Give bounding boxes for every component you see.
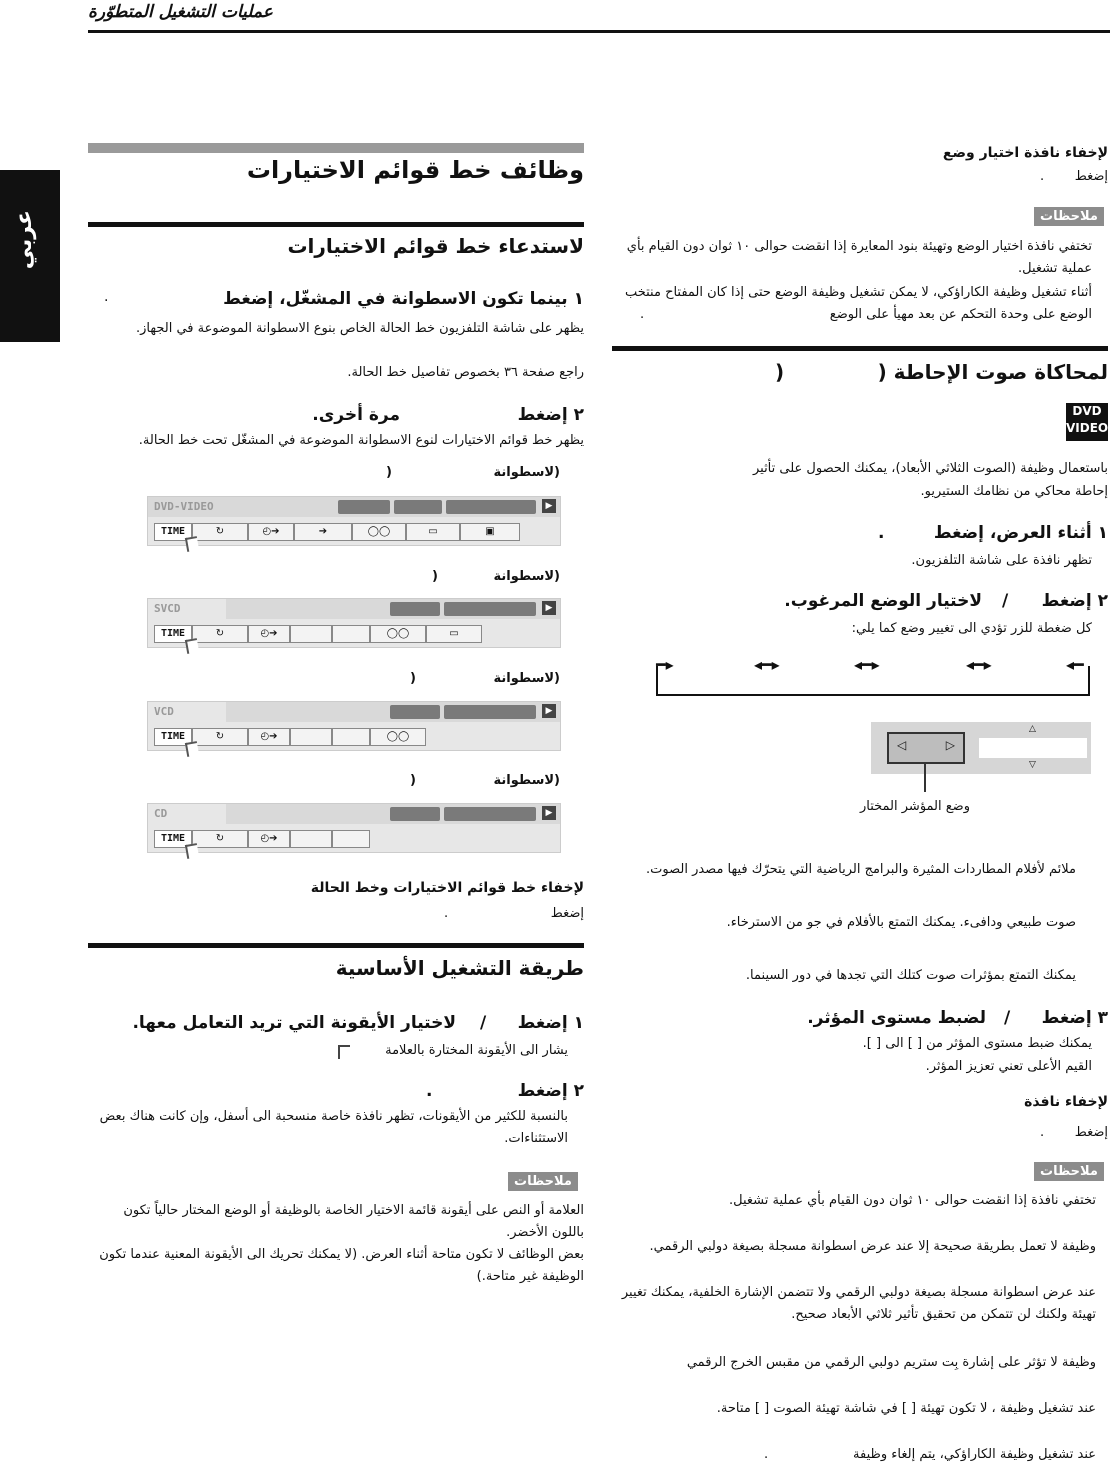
step2-body: يظهر خط قوائم الاختيارات لنوع الاسطوانة الموضوعة في المشغّل تحت خط الحالة.: [138, 433, 584, 448]
notes-badge: ملاحظات: [508, 1172, 578, 1191]
right-note2-5: عند تشغيل وظيفة ، لا تكون تهيئة [ ] في شاشة تهيئة الصوت [ ] متاحة.: [716, 1401, 1096, 1416]
timer-skip-icon[interactable]: ◴➔: [248, 830, 290, 848]
step1-body-1: يظهر على شاشة التلفزيون خط الحالة الخاص بنوع الاسطوانة الموضوعة في الجهاز.: [136, 321, 584, 336]
basic-step1-sep: /: [480, 1013, 487, 1033]
left-note-2: بعض الوظائف لا تكون متاحة أثناء العرض. (لا يمكنك تحريك الى الأيقونة المعنية عندما تكون الوظيفة غير متاحة.): [99, 1247, 584, 1284]
arrow-left-icon: ◂━: [1066, 655, 1084, 674]
hide-window-heading: لإخفاء نافذة: [1024, 1094, 1108, 1110]
language-side-tab: [0, 170, 60, 342]
blank-icon[interactable]: [290, 728, 332, 746]
header-rule: [88, 30, 1110, 33]
right-step1-heading: ١ أثناء العرض، إضغط: [933, 523, 1108, 543]
play-icon: ▶: [542, 806, 556, 820]
menu-bar-panel-svcd: [147, 598, 561, 648]
right-step3-body-1: يمكنك ضبط مستوى المؤثر من [ ] الى [ ].: [862, 1036, 1092, 1051]
disc-label-dvd-close: ): [386, 465, 392, 480]
hide-mode-body: إضغط: [1074, 169, 1108, 184]
audio-icon[interactable]: ◯◯: [352, 523, 406, 541]
section-title-basic: طريقة التشغيل الأساسية: [335, 956, 584, 980]
time-icon[interactable]: TIME: [154, 625, 192, 643]
section-title-close: ): [775, 360, 785, 384]
subsection-bar: [88, 222, 584, 227]
subtitle-icon[interactable]: ▭: [426, 625, 482, 643]
section-title-menu-bar: وظائف خط قوائم الاختيارات: [246, 156, 584, 184]
repeat-icon[interactable]: ↻: [192, 625, 248, 643]
right-step1-dot: .: [878, 523, 885, 543]
right-note-2: أثناء تشغيل وظيفة الكاراؤكي، لا يمكن تشغيل وظيفة الوضع حتى إذا كان المفتاح منتخب الوضع على وحدة التحكم عن بعد مهيأ على الوضع: [624, 285, 1092, 322]
repeat-icon[interactable]: ↻: [192, 523, 248, 541]
cursor-caption: وضع المؤشر المختار: [859, 799, 970, 814]
disc-label-dvd: (لاسطوانة: [493, 465, 560, 480]
menu-bar-panel-vcd: [147, 701, 561, 751]
hide-mode-heading: لإخفاء نافذة اختيار وضع: [942, 145, 1108, 161]
dvd-video-badge: [1066, 403, 1108, 441]
hide-menu-heading: لإخفاء خط قوائم الاختيارات وخط الحالة: [310, 880, 584, 896]
intro-line-2: إحاطة محاكي من نظامك الستيريو.: [920, 484, 1108, 499]
menu-bar-panel-dvd: [147, 496, 561, 546]
side-tab-label: عربي: [12, 210, 37, 270]
right-step2-body: كل ضغطة للزر تؤدي الى تغيير وضع كما يلي:: [851, 621, 1092, 636]
right-note2-6: عند تشغيل وظيفة الكاراؤكي، يتم إلغاء وظيفة: [853, 1447, 1096, 1462]
step1-body-2: راجع صفحة ٣٦ بخصوص تفاصيل خط الحالة.: [347, 365, 584, 380]
arrow-icon[interactable]: ➔: [294, 523, 352, 541]
right-step2-sep: /: [1002, 591, 1009, 611]
right-step3-sep: /: [1004, 1008, 1011, 1028]
hide-mode-dot: .: [1040, 169, 1045, 184]
panel-disc-name: SVCD: [154, 602, 181, 615]
notes-badge: ملاحظات: [1034, 207, 1104, 226]
mode-selector[interactable]: [887, 732, 965, 764]
arrow-right-icon: ━▸: [656, 655, 674, 674]
basic-step1-b: لاختيار الأيقونة التي تريد التعامل معها.: [132, 1013, 456, 1033]
chevron-right-icon[interactable]: ▷: [945, 738, 955, 752]
right-note2-dot: .: [764, 1447, 769, 1462]
blank-icon[interactable]: [290, 625, 332, 643]
play-icon: ▶: [542, 499, 556, 513]
blank-icon[interactable]: [332, 830, 370, 848]
chevron-left-icon[interactable]: ◁: [897, 738, 907, 752]
cursor-icon: [185, 638, 199, 654]
hide-menu-dot: .: [444, 906, 449, 921]
badge-bottom: VIDEO: [1066, 421, 1109, 435]
section-bar: [88, 143, 584, 153]
left-note-1: العلامة أو النص على أيقونة قائمة الاختيار الخاصة بالوظيفة أو الوضع المختار حالياً تكون باللون الأخضر.: [123, 1203, 584, 1240]
step1-heading: ١ بينما تكون الاسطوانة في المشغّل، إضغط: [223, 289, 584, 309]
hide-window-dot: .: [1040, 1125, 1045, 1140]
right-note2-2: وظيفة لا تعمل بطريقة صحيحة إلا عند عرض اسطوانة مسجلة بصيغة دولبي الرقمي.: [649, 1239, 1096, 1254]
basic-step2-dot: .: [426, 1081, 433, 1101]
time-icon[interactable]: TIME: [154, 523, 192, 541]
angle-icon[interactable]: ▣: [460, 523, 520, 541]
hide-menu-body: إضغط: [550, 906, 584, 921]
disc-label-svcd: (لاسطوانة: [493, 569, 560, 584]
panel-disc-name: VCD: [154, 705, 174, 718]
section-bar: [88, 943, 584, 948]
mode-cycle-diagram: [656, 655, 1090, 696]
blank-icon[interactable]: [332, 728, 370, 746]
notes-badge: ملاحظات: [1034, 1162, 1104, 1181]
caption-pointer: [924, 762, 926, 792]
mode-description-2: صوت طبيعي ودافىء. يمكنك التمتع بالأفلام في جو من الاسترخاء.: [726, 915, 1076, 930]
right-step3-heading-b: لضبط مستوى المؤثر.: [807, 1008, 986, 1028]
disc-label-vcd: (لاسطوانة: [493, 671, 560, 686]
right-note2-3: عند عرض اسطوانة مسجلة بصيغة دولبي الرقمي ولا تتضمن الإشارة الخلفية، يمكنك تغيير تهيئة ولكنك لن تتمكن من تحقيق تأثير ثلاثي الأبعاد صحيح.: [621, 1285, 1096, 1322]
subtitle-icon[interactable]: ▭: [406, 523, 460, 541]
right-note2-1: تختفي نافذة إذا انقضت حوالى ١٠ ثوان دون القيام بأي عملية تشغيل.: [728, 1193, 1096, 1208]
play-icon: ▶: [542, 601, 556, 615]
panel-disc-name: CD: [154, 807, 168, 820]
badge-top: DVD: [1072, 404, 1102, 418]
section-bar: [612, 346, 1108, 351]
disc-label-svcd-close: ): [432, 569, 438, 584]
phonic-window: [871, 722, 1091, 774]
intro-line-1: باستعمال وظيفة (الصوت الثلاثي الأبعاد)، يمكنك الحصول على تأثير: [752, 461, 1108, 476]
disc-label-vcd-close: ): [410, 671, 416, 686]
cursor-icon: [185, 741, 199, 757]
level-field[interactable]: [979, 738, 1087, 758]
step2-heading-b: مرة أخرى.: [312, 405, 400, 425]
right-step3-body-2: القيم الأعلى تعني تعزيز المؤثر.: [925, 1059, 1092, 1074]
disc-label-cd: (لاسطوانة: [493, 773, 560, 788]
right-note-2-dot: .: [640, 307, 645, 322]
timer-skip-icon[interactable]: ◴➔: [248, 625, 290, 643]
basic-step1-body: يشار الى الأيقونة المختارة بالعلامة: [385, 1043, 568, 1058]
mode-description-3: يمكنك التمتع بمؤثرات صوت كتلك التي تجدها في دور السينما.: [745, 968, 1076, 983]
level-down-icon[interactable]: ▽: [1029, 760, 1036, 770]
play-icon: ▶: [542, 704, 556, 718]
basic-step2-body: بالنسبة للكثير من الأيقونات، تظهر نافذة خاصة منسحبة الى أسفل، وإن كانت هناك بعض الاستثناءات.: [99, 1109, 568, 1146]
hide-window-body: إضغط: [1074, 1125, 1108, 1140]
double-arrow-icon: ◂━▸: [754, 655, 780, 674]
selection-cursor-icon: [338, 1045, 350, 1059]
cursor-icon: [185, 843, 199, 859]
panel-disc-name: DVD-VIDEO: [154, 500, 214, 513]
time-icon[interactable]: TIME: [154, 728, 192, 746]
basic-step1-a: ١ إضغط: [517, 1013, 584, 1033]
page-header-title: عمليات التشغيل المتطوّرة: [88, 2, 273, 22]
time-icon[interactable]: TIME: [154, 830, 192, 848]
disc-label-cd-close: ): [410, 773, 416, 788]
double-arrow-icon: ◂━▸: [854, 655, 880, 674]
repeat-icon[interactable]: ↻: [192, 830, 248, 848]
audio-icon[interactable]: ◯◯: [370, 625, 426, 643]
right-step2-heading-a: ٢ إضغط: [1041, 591, 1108, 611]
step1-dot: .: [104, 289, 109, 305]
right-note2-4: وظيفة لا تؤثر على إشارة بِت ستريم دولبي الرقمي من مقبس الخرج الرقمي: [686, 1355, 1096, 1370]
blank-icon[interactable]: [332, 625, 370, 643]
level-up-icon[interactable]: △: [1029, 724, 1036, 734]
right-step3-heading-a: ٣ إضغط: [1041, 1008, 1108, 1028]
basic-step2-heading: ٢ إضغط: [517, 1081, 584, 1101]
cursor-icon: [185, 536, 199, 552]
section-title-surround: لمحاكاة صوت الإحاطة (: [877, 360, 1108, 384]
right-step1-body: تظهر نافذة على شاشة التلفزيون.: [911, 553, 1092, 568]
mode-description-1: ملائم لأفلام المطاردات المثيرة والبرامج الرياضية التي يتحرّك فيها مصدر الصوت.: [646, 862, 1076, 877]
blank-icon[interactable]: [290, 830, 332, 848]
double-arrow-icon: ◂━▸: [966, 655, 992, 674]
step2-heading-a: ٢ إضغط: [517, 405, 584, 425]
audio-icon[interactable]: ◯◯: [370, 728, 426, 746]
right-note-1: تختفي نافذة اختيار الوضع وتهيئة بنود المعايرة إذا انقضت حوالى ١٠ ثوان دون القيام بأي عملية تشغيل.: [626, 239, 1092, 276]
subsection-title-recall: لاستدعاء خط قوائم الاختيارات: [287, 234, 584, 258]
timer-skip-icon[interactable]: ◴➔: [248, 523, 294, 541]
timer-skip-icon[interactable]: ◴➔: [248, 728, 290, 746]
repeat-icon[interactable]: ↻: [192, 728, 248, 746]
menu-bar-panel-cd: [147, 803, 561, 853]
right-step2-heading-b: لاختيار الوضع المرغوب.: [784, 591, 982, 611]
